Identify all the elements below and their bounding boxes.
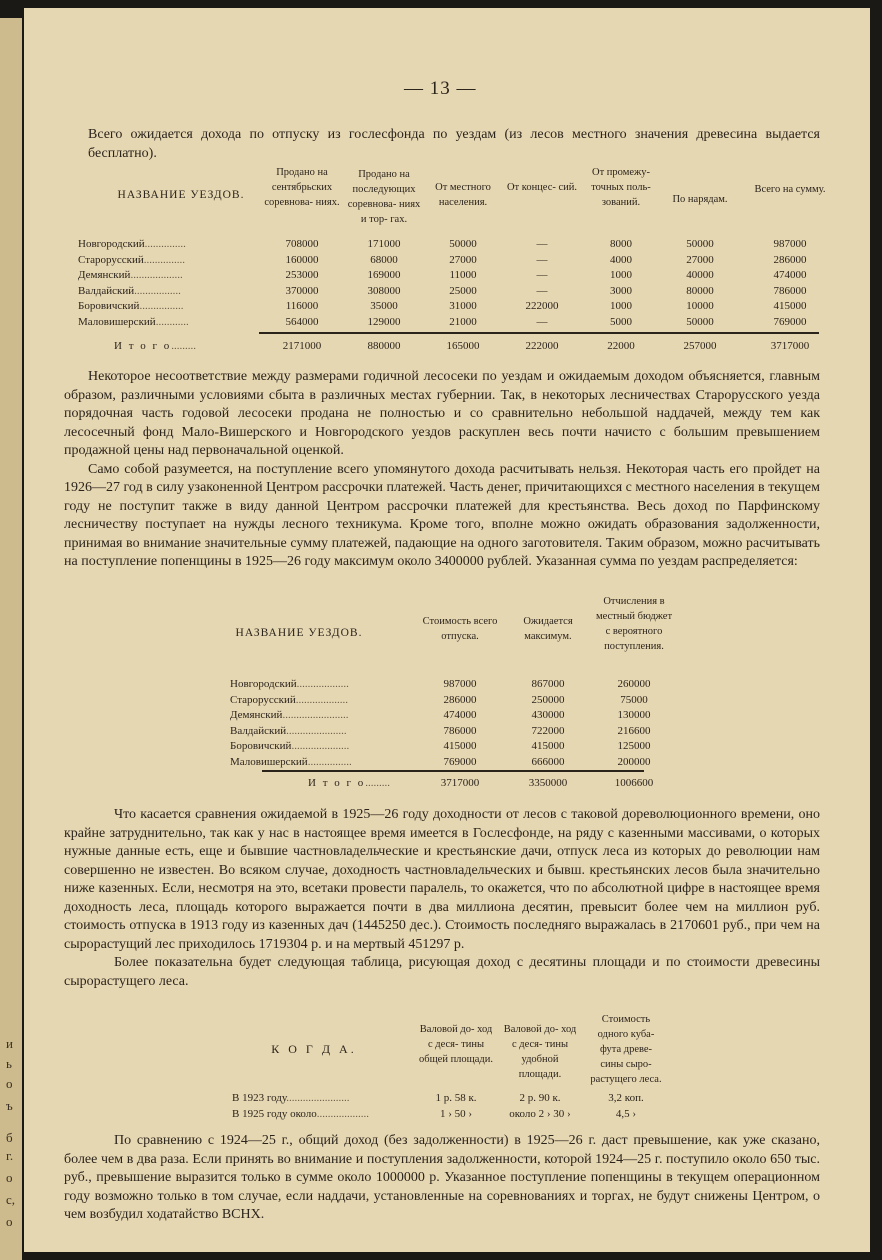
table1-name-header: НАЗВАНИЕ УЕЗДОВ. [117,189,245,201]
row-label: Старорусский [230,693,296,706]
t1-cell: 10000 [686,300,714,312]
leader-dots: ................ [307,755,352,768]
paragraph-block-3 [64,1132,820,1225]
t1-row-name [78,285,181,297]
leader-dots: ......... [171,340,197,352]
row-label: Боровичский [78,300,140,312]
row-label: Маловишерский [78,315,156,328]
t1-header-2: От местного населения. [435,182,491,208]
t1-cell: 50000 [686,238,714,250]
t1-cell: 21000 [449,315,477,328]
t1-cell: 987000 [773,238,807,250]
t2-cell: 75000 [620,693,648,706]
table2-total-rule [262,770,644,772]
paragraph-2b: Более показательна будет следующая таблица, рисующая доход с десятины площади и по стоимости древесины сырорастущего леса. [64,955,820,989]
t2-total-label [308,777,390,789]
t1-cell: 129000 [367,315,401,328]
t1-cell: 415000 [773,300,807,312]
t1-cell: 253000 [285,269,319,281]
t1-row-name [78,300,183,312]
t1-total-cell: 257000 [683,340,717,352]
t2-cell: 200000 [617,755,651,768]
row-label: В 1925 году около [232,1107,317,1120]
leader-dots: ............ [155,315,189,328]
t2-header-2: Отчисления в местный бюджет с вероятного поступления. [595,596,673,652]
t1-header-1: Продано на последующих соревнова- ниях и тор- гах. [347,169,421,225]
t2-header-1: Ожидается максимум. [523,616,573,642]
leader-dots: ................. [134,284,181,297]
t1-cell: 116000 [285,300,319,312]
t2-cell: 130000 [617,709,651,721]
t1-cell: 40000 [686,269,714,281]
paragraph-3: По сравнению с 1924—25 г., общий доход (без задолженности) в 1925—26 г. даст превышение, как уже сказано, более чем в два раза. Если принять во внимание и поступления задолженности, которой 1924—25 г. поступило около 650 тыс. руб., превышение выразится только в сумме около 1000000 р. Указанное поступление попенщины в текущем операционном году возможно только в том случае, если наддачи, установленные на соревнованиях и торгах, не будут снижены Центром, о чем возбудил ходатайство ВСНХ. [64,1133,820,1222]
t2-cell: 666000 [531,755,565,768]
leader-dots: ................... [130,269,183,281]
t3-header-2: Стоимость одного куба- фута древе- сины сыро- растущего леса. [590,1014,662,1085]
t1-cell: 31000 [449,300,477,312]
t1-row-name [78,238,186,250]
t2-cell: 125000 [617,740,651,752]
t1-header-4: От промежу- точных поль- зований. [591,167,651,208]
t1-cell: 68000 [370,253,398,266]
margin-fragment: ъ [6,1098,13,1113]
t2-cell: 250000 [531,693,565,706]
leader-dots: ...................... [286,724,347,737]
t1-row-name [78,316,189,328]
margin-fragment: о [6,1170,13,1185]
t2-total-cell: 3350000 [528,777,568,789]
paragraph-block-2 [64,806,820,991]
t2-row-name [230,709,348,721]
leader-dots: ............... [143,253,186,266]
t1-cell: 708000 [285,238,319,250]
t2-row-name [230,725,347,737]
paragraph-2a: Что касается сравнения ожидаемой в 1925—26 году доходности от лесов с таковой дореволюционного времени, оно крайне затруднительно, так как у нас в настоящее время имеется в Гослесфонде, на ряду с казенными массивами, о которых нужные данные есть, еще и бывшие частновладельческие и крестьянские дачи, отпуск леса из которых до революции нам совершенно не известен. Во всяком случае, доходность частновладельческих и бывш. крестьянских лесов была значительно ниже казенных. Если, несмотря на это, всетаки провести паралель, то окажется, что по абсолютной цифре в настоящее время доходность леса, площадь которого выражается почти в два миллиона десятин, превысит более чем на миллион руб. стоимость отпуска в 1913 году из казенных дач (1445250 дес.). Стоимость последняго выражалась в 2170601 руб., при чем на сырорастущий лес приходилось 1719304 р. и на мертвый 451297 р. [64,807,820,952]
t3-row-name [232,1092,350,1104]
margin-fragment: о [6,1214,13,1229]
t1-cell: 4000 [610,253,632,266]
t2-cell: 415000 [443,740,477,752]
t2-cell: 260000 [617,678,651,690]
t1-cell: 27000 [449,253,477,266]
t3-cell: 1 › 50 › [439,1107,473,1120]
t1-cell: — [536,315,548,328]
row-label: Демянский [78,269,131,281]
leader-dots: ............... [144,238,186,250]
t1-cell: 5000 [610,315,632,328]
t2-row-name [230,694,348,706]
table3-name-header: К О Г Д А. [271,1042,357,1056]
t3-cell: 4,5 › [615,1107,637,1120]
t2-cell: 415000 [531,740,565,752]
paragraph-1a: Некоторое несоответствие между размерами годичной лесосеки по уездам и ожидаемым доходом объясняется, главным образом, различными условиями сбыта в различных местах губернии. Так, в некоторых лесничествах Старорусского уезда порядочная часть годовой лесосеки продана не полностью и со сравнительно небольшой наддачей, между тем как лесосечный фонд Мало-Вишерского и Новгородского уездов раскуплен весь почти начисто с большим превышением продажной цены над первоначальной оценкой. [64,369,820,458]
t1-cell: 11000 [449,269,477,281]
t2-row-name [230,740,349,752]
t1-cell: 27000 [686,253,714,266]
row-label: Старорусский [78,253,144,266]
t1-cell: 786000 [773,284,807,297]
t1-cell: — [536,269,548,281]
leader-dots: ..................... [291,740,350,752]
paragraph-1b: Само собой разумеется, на поступление всего упомянутого дохода расчитывать нельзя. Некоторая часть его пройдет на 1926—27 год в силу узаконенной Центром рассрочки платежей. Часть денег, причитающихся с местного населения в текущем году не поступит также в виду данной Центром рассрочки платежей для крестьянства. Весь доход по Парфинскому лесничеству поступает на нужды лесного техникума. Кроме того, вполне можно ожидать образования задолженности, принимая во внимание значительные сумму платежей, падающие на одного заготовителя. Таким образом, можно расчитывать на поступление попенщины в 1925—26 году максимум около 3400000 рублей. Указанная сумма по уездам распределяется: [64,461,820,569]
total-label: И т о г о [114,340,172,352]
intro-paragraph [88,126,820,163]
t1-cell: — [536,238,548,250]
t1-cell: 1000 [610,300,632,312]
t3-cell: 1 р. 58 к. [435,1092,477,1104]
row-label: Новгородский [78,238,145,250]
t1-total-cell: 22000 [607,340,635,352]
leader-dots: ................... [295,693,349,706]
t3-row-name [232,1108,369,1120]
leader-dots: ................... [296,678,349,690]
paragraph-block-1 [64,368,820,572]
total-label: И т о г о [308,777,366,789]
row-label: Новгородский [230,678,297,690]
t2-total-cell: 1006600 [614,777,654,789]
t1-total-cell: 880000 [367,340,401,352]
t3-cell: 2 р. 90 к. [519,1092,561,1104]
t2-cell: 430000 [531,709,565,721]
t2-cell: 474000 [443,709,477,721]
leader-dots: ................... [316,1107,369,1120]
row-label: Маловишерский [230,755,308,768]
intro-text: Всего ожидается дохода по отпуску из гослесфонда по уездам (из лесов местного значения древесина выдается бесплатно). [88,127,820,161]
t1-cell: 3000 [610,284,632,297]
table2-name-header: НАЗВАНИЕ УЕЗДОВ. [235,627,363,639]
t1-header-5: По нарядам. [672,194,728,205]
t1-cell: 370000 [285,284,319,297]
t1-cell: 286000 [773,253,807,266]
margin-fragment: г. [6,1148,14,1163]
margin-fragment: с, [6,1192,16,1207]
row-label: Демянский [230,709,283,721]
document-page [24,8,870,1252]
t1-cell: 769000 [773,315,807,328]
previous-page-edge [0,18,22,1260]
leader-dots: ................ [139,300,184,312]
t2-row-name [230,678,349,690]
t1-row-name [78,254,185,266]
t2-cell: 286000 [443,693,477,706]
t1-cell: 50000 [449,238,477,250]
t1-cell: — [536,284,548,297]
t1-cell: 169000 [367,269,401,281]
t1-cell: 474000 [773,269,807,281]
t1-cell: — [536,253,548,266]
t1-total-cell: 165000 [446,340,480,352]
t1-cell: 222000 [525,300,559,312]
t2-row-name [230,756,352,768]
row-label: В 1923 году [232,1092,287,1104]
leader-dots: ....................... [286,1092,350,1104]
t2-cell: 867000 [531,678,565,690]
t2-total-cell: 3717000 [440,777,480,789]
t3-header-0: Валовой до- ход с деся- тины общей площади. [418,1024,494,1065]
t1-cell: 25000 [449,284,477,297]
budget-distribution-table [194,594,674,794]
t1-cell: 564000 [285,315,319,328]
t3-header-1: Валовой до- ход с деся- тины удобной площади. [503,1024,577,1080]
t3-cell: около 2 › 30 › [509,1107,571,1120]
t1-cell: 171000 [367,238,401,250]
t1-total-cell: 3717000 [770,340,810,352]
t2-header-0: Стоимость всего отпуска. [422,616,498,642]
margin-fragment: и [6,1036,13,1051]
t1-cell: 80000 [686,284,714,297]
t1-cell: 35000 [370,300,398,312]
t1-header-3: От концес- сий. [506,182,578,193]
income-per-desyatina-table [194,1012,694,1132]
t1-header-6: Всего на сумму. [754,184,826,195]
row-label: Валдайский [230,724,287,737]
t2-cell: 216600 [617,724,651,737]
margin-fragment: о [6,1076,13,1091]
t1-cell: 8000 [610,238,632,250]
t1-total-label [114,340,196,352]
t1-row-name [78,269,183,281]
row-label: Боровичский [230,740,292,752]
t1-cell: 308000 [367,284,401,297]
page-number: — 13 — [404,78,477,99]
t1-cell: 50000 [686,315,714,328]
t1-cell: 1000 [610,269,632,281]
leader-dots: ......... [365,777,391,789]
t2-cell: 769000 [443,755,477,768]
leader-dots: ........................ [282,709,349,721]
income-by-district-table [64,160,834,360]
t1-total-cell: 222000 [525,340,559,352]
row-label: Валдайский [78,284,135,297]
margin-fragment: ь [6,1056,12,1071]
margin-fragment: б [6,1130,13,1145]
t3-cell: 3,2 коп. [608,1092,644,1104]
t1-total-cell: 2171000 [282,340,322,352]
t2-cell: 722000 [531,724,565,737]
t2-cell: 987000 [443,678,477,690]
table1-total-rule [259,332,819,334]
t1-cell: 160000 [285,253,319,266]
t1-header-0: Продано на сентябрьских соревнова- ниях. [264,167,340,208]
t2-cell: 786000 [443,724,477,737]
